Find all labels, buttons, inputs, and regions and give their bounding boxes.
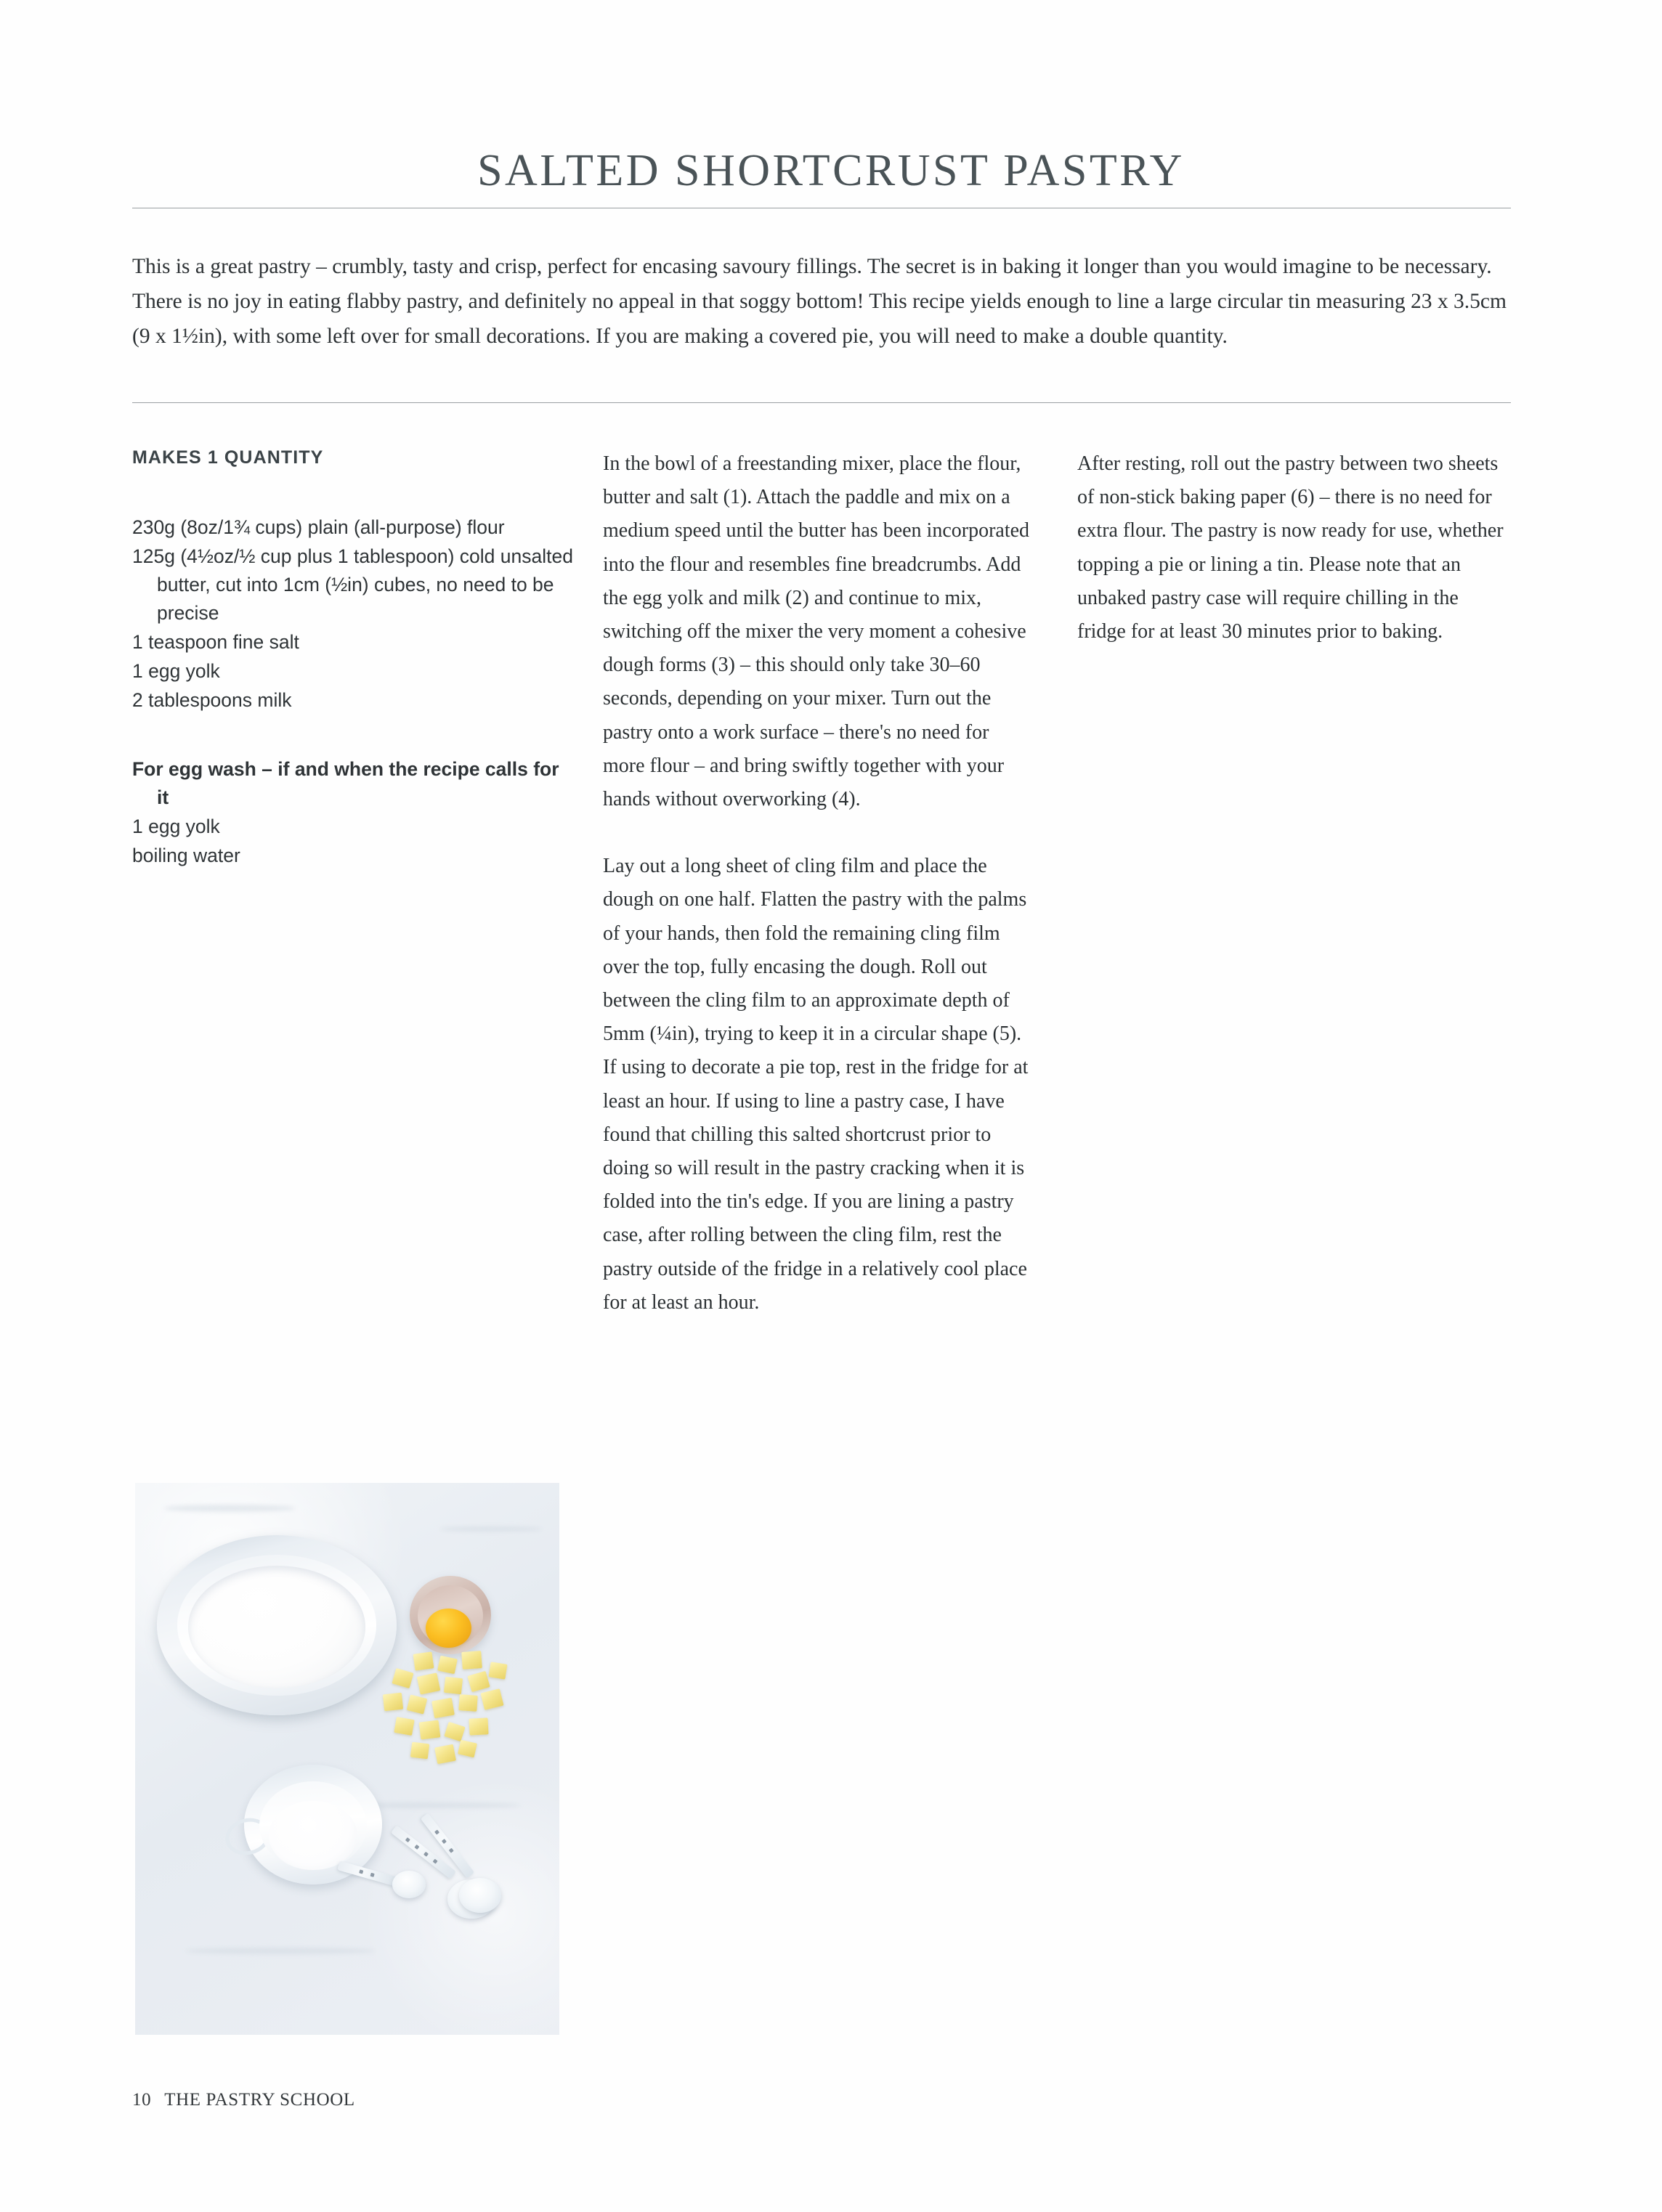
page-number: 10	[132, 2090, 152, 2110]
spoon-marking	[414, 1845, 419, 1850]
butter-cube	[488, 1662, 507, 1679]
method-paragraph: In the bowl of a freestanding mixer, place the flour, butter and salt (1). Attach the paddle and mix on a medium speed until the butter has been incorporated into the flour and resembles fine breadcrumbs. Add the egg yolk and milk (2) and continue to mix, switching off the mixer the very moment a cohesive dough forms (3) – this should only take 30–60 seconds, depending on your mixer. Turn out the pastry onto a work surface – there's no need for more flour – and bring swiftly together with your hands without overworking (4).	[603, 452, 1030, 811]
divider-below-intro	[132, 402, 1511, 403]
spoon-bowl	[392, 1871, 426, 1898]
list-item: 1 egg yolk	[132, 816, 220, 837]
spoon-marking	[442, 1839, 447, 1844]
page-title: SALTED SHORTCRUST PASTRY	[477, 145, 1185, 195]
list-item: 1 egg yolk	[132, 660, 220, 682]
spoon-marking	[405, 1837, 410, 1842]
method-column-one	[603, 447, 1031, 1320]
butter-cube	[458, 1740, 477, 1758]
butter-cube	[469, 1717, 488, 1735]
butter-cube	[437, 1656, 458, 1675]
milk-contents	[269, 1801, 357, 1871]
ingredients-column	[132, 447, 575, 871]
ingredient-list	[132, 513, 575, 715]
method-column-two	[1077, 447, 1511, 648]
ingredients-heading: MAKES 1 QUANTITY	[132, 447, 324, 468]
butter-cube	[467, 1671, 490, 1692]
butter-cube	[392, 1668, 413, 1688]
butter-cube	[431, 1698, 455, 1718]
spoon-marking	[423, 1852, 429, 1857]
list-item: 230g (8oz/1¾ cups) plain (all-purpose) flour	[132, 516, 505, 538]
egg-bowl-icon	[410, 1576, 491, 1654]
marble-vein	[164, 1505, 295, 1512]
butter-cube	[394, 1717, 414, 1736]
butter-cube	[383, 1693, 403, 1712]
list-item: 125g (4½oz/½ cup plus 1 tablespoon) cold unsalted butter, cut into 1cm (½in) cubes, no need to be precise	[132, 545, 573, 624]
butter-cube	[444, 1722, 465, 1741]
book-title: THE PASTRY SCHOOL	[164, 2090, 355, 2110]
list-item: boiling water	[132, 845, 240, 866]
spoon-marking	[449, 1848, 454, 1853]
page-footer	[132, 2090, 355, 2110]
butter-cubes-group	[376, 1651, 514, 1768]
intro-paragraph: This is a great pastry – crumbly, tasty and crisp, perfect for encasing savoury fillings. The secret is in baking it longer than you would imagine to be necessary. There is no joy in eating flabby pastry, and definitely no appeal in that soggy bottom! This recipe yields enough to line a large circular tin measuring 23 x 3.5cm (9 x 1½in), with some left over for small decorations. If you are making a covered pie, you will need to make a double quantity.	[132, 254, 1507, 348]
spoon-marking	[433, 1859, 438, 1864]
flour-bowl-icon	[157, 1535, 397, 1715]
marble-vein	[440, 1526, 542, 1532]
butter-cube	[419, 1720, 441, 1739]
egg-wash-heading: For egg wash – if and when the recipe calls for it	[132, 758, 559, 808]
method-paragraph: After resting, roll out the pastry between two sheets of non-stick baking paper (6) – there is no need for extra flour. The pastry is now ready for use, whether topping a pie or lining a tin. Please note that an unbaked pastry case will require chilling in the fridge for at least 30 minutes prior to baking.	[1077, 452, 1504, 643]
method-paragraph: Lay out a long sheet of cling film and place the dough on one half. Flatten the pastry with the palms of your hands, then fold the remaining cling film over the top, fully encasing the dough. Roll out between the cling film to an approximate depth of 5mm (¼in), trying to keep it in a circular shape (5). If using to decorate a pie top, rest in the fridge for at least an hour. If using to line a pastry case, I have found that chilling this salted shortcrust prior to doing so will result in the pastry cracking when it is folded into the tin's edge. If you are lining a pastry case, after rolling between the cling film, rest the pastry outside of the fridge in a relatively cool place for at least an hour.	[603, 855, 1029, 1314]
butter-cube	[410, 1742, 429, 1760]
butter-cube	[458, 1694, 477, 1712]
spoon-marking	[434, 1829, 439, 1834]
butter-cube	[417, 1672, 441, 1694]
egg-wash-list	[132, 813, 575, 870]
butter-cube	[434, 1744, 456, 1765]
spoon-bowl	[459, 1878, 501, 1913]
butter-cube	[480, 1688, 503, 1710]
marble-vein	[186, 1948, 375, 1954]
list-item: 1 teaspoon fine salt	[132, 631, 299, 653]
spoon-marking	[359, 1869, 363, 1874]
ingredients-photo	[135, 1483, 559, 2035]
list-item: 2 tablespoons milk	[132, 689, 292, 711]
butter-cube	[407, 1694, 428, 1714]
butter-cube	[413, 1651, 434, 1670]
spoon-marking	[370, 1873, 375, 1877]
butter-cube	[444, 1677, 463, 1694]
butter-cube	[461, 1651, 482, 1670]
flour-contents	[188, 1566, 365, 1688]
